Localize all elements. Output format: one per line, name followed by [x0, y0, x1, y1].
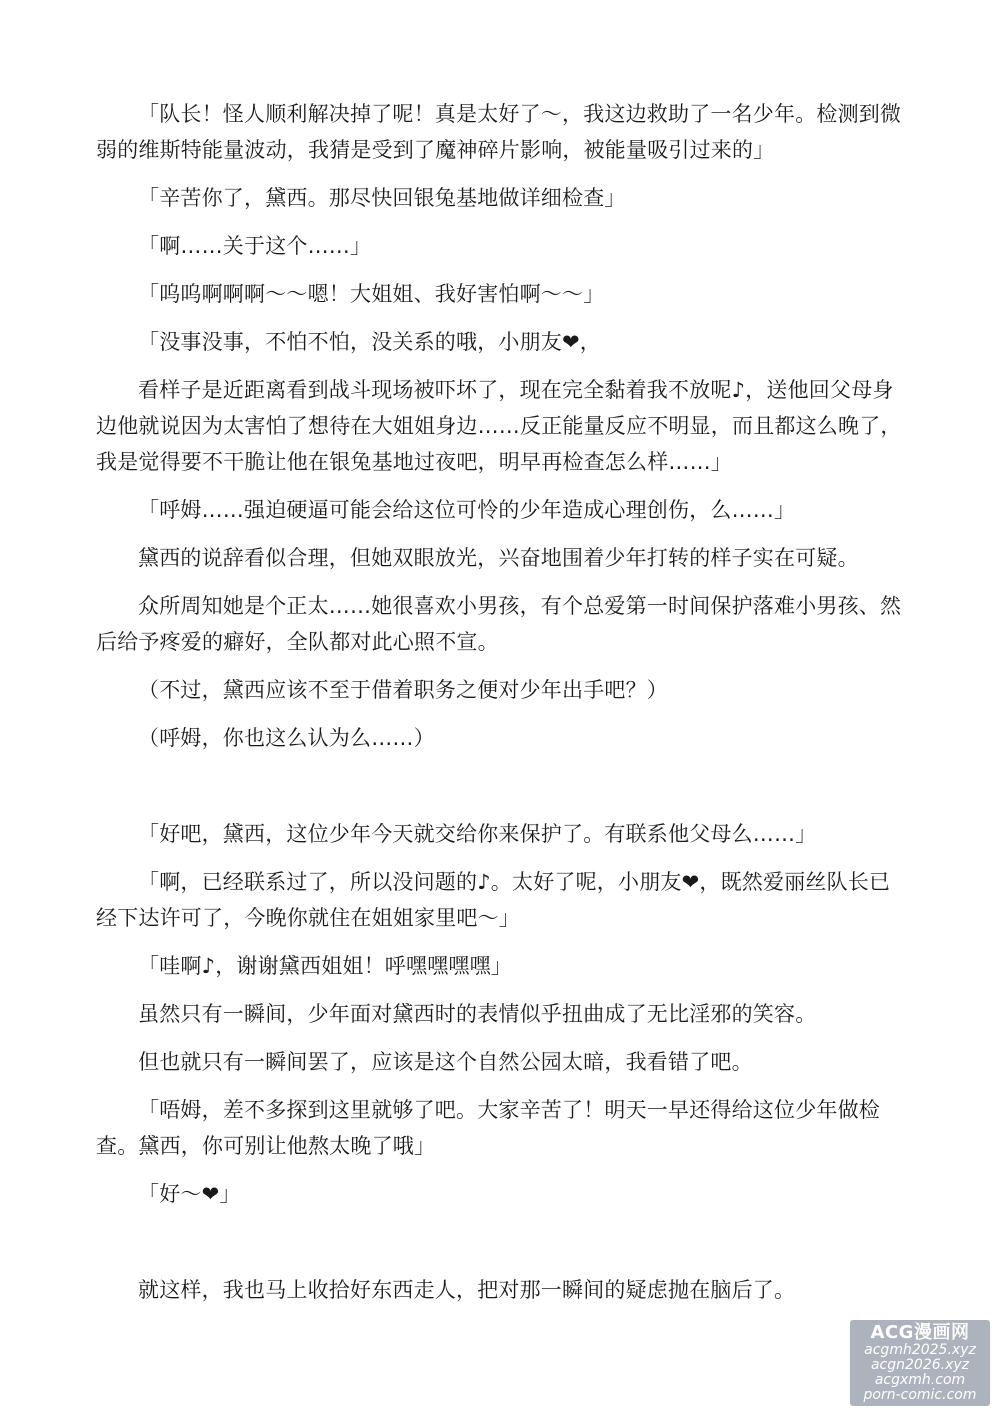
paragraph: 但也就只有一瞬间罢了，应该是这个自然公园太暗，我看错了吧。: [138, 1050, 753, 1074]
paragraph: 虽然只有一瞬间，少年面对黛西时的表情似乎扭曲成了无比淫邪的笑容。: [138, 1002, 817, 1026]
paragraph: 众所周知她是个正太……她很喜欢小男孩，有个总爱第一时间保护落难小男孩、然后给予疼爱的癖好，全队都对此心照不宣。: [96, 594, 902, 654]
section-gap: [96, 1224, 908, 1272]
paragraph: 「哇啊♪，谢谢黛西姐姐！呼嘿嘿嘿嘿」: [138, 954, 513, 978]
paragraph: 就这样，我也马上收拾好东西走人，把对那一瞬间的疑虑抛在脑后了。: [138, 1278, 796, 1302]
paragraph: 黛西的说辞看似合理，但她双眼放光，兴奋地围着少年打转的样子实在可疑。: [138, 546, 859, 570]
watermark-url: acgmh2025.xyz: [864, 1342, 976, 1358]
paragraph: 「啊……关于这个……」: [138, 234, 372, 258]
watermark-url: porn-comic.com: [863, 1387, 977, 1403]
paragraph: 「好吧，黛西，这位少年今天就交给你来保护了。有联系他父母么……」: [138, 822, 817, 846]
paragraph: 「呼姆……强迫硬逼可能会给这位可怜的少年造成心理创伤，么……」: [138, 498, 796, 522]
paragraph: 「好～❤」: [138, 1182, 241, 1206]
paragraph: 看样子是近距离看到战斗现场被吓坏了，现在完全黏着我不放呢♪，送他回父母身边他就说因为太害怕了想待在大姐姐身边……反正能量反应不明显，而且都这么晚了，我是觉得要不干脆让他在银兔基地过夜吧，明早再检查怎么样……」: [96, 378, 902, 474]
watermark-url: acgn2026.xyz: [870, 1357, 970, 1373]
paragraph: （不过，黛西应该不至于借着职务之便对少年出手吧？）: [138, 678, 668, 702]
paragraph: 「辛苦你了，黛西。那尽快回银兔基地做详细检查」: [138, 186, 626, 210]
paragraph: 「没事没事，不怕不怕，没关系的哦，小朋友❤，: [138, 330, 601, 354]
paragraph: 「唔姆，差不多探到这里就够了吧。大家辛苦了！明天一早还得给这位少年做检查。黛西，你可别让他熬太晚了哦」: [96, 1098, 880, 1158]
paragraph: （呼姆，你也这么认为么……）: [138, 726, 435, 750]
paragraph: 「队长！怪人顺利解决掉了呢！真是太好了～，我这边救助了一名少年。检测到微弱的维斯特能量波动，我猜是受到了魔神碎片影响，被能量吸引过来的」: [96, 102, 902, 162]
watermark-url: acgxmh.com: [874, 1372, 966, 1388]
section-gap: [96, 768, 908, 816]
watermark: [850, 1320, 990, 1406]
paragraph: 「呜呜啊啊啊～～嗯！大姐姐、我好害怕啊～～」: [138, 282, 605, 306]
watermark-title: ACG漫画网: [870, 1322, 970, 1343]
body-text: [96, 96, 908, 1320]
paragraph: 「啊，已经联系过了，所以没问题的♪。太好了呢，小朋友❤，既然爱丽丝队长已经下达许可了，今晚你就住在姐姐家里吧～」: [96, 870, 891, 930]
